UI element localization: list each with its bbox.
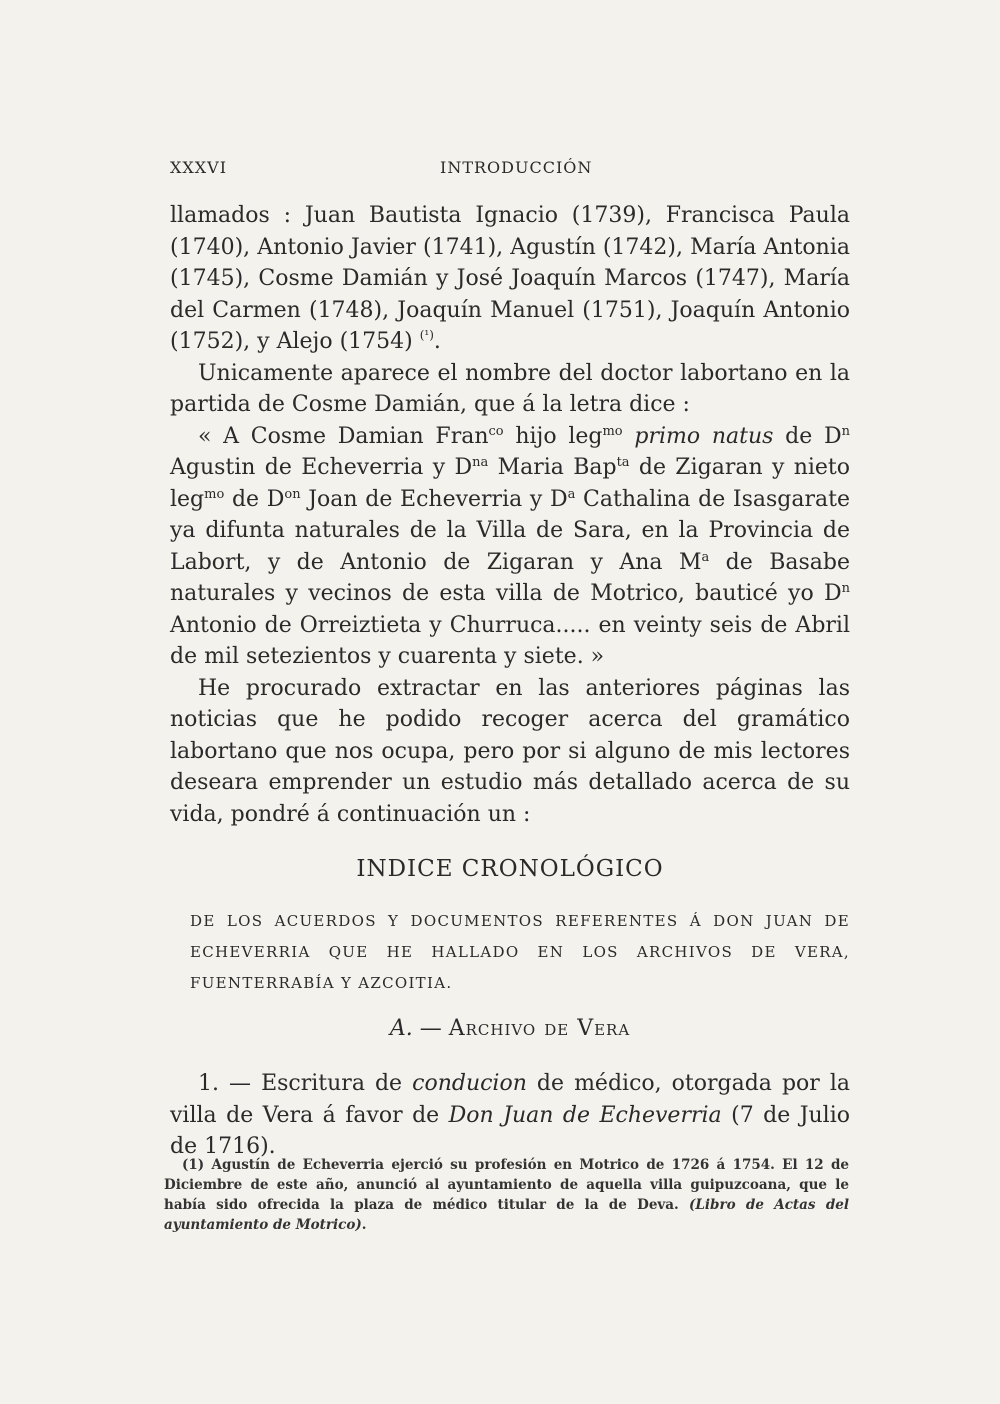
abbrev-sup: mo bbox=[602, 423, 623, 439]
abbrev-sup: on bbox=[284, 486, 301, 502]
quote-text: de Basabe naturales y vecinos de esta villa de Motrico, bauticé yo D bbox=[170, 549, 850, 606]
quote-text: Antonio de Orreiztieta y Churruca..... en veinty seis de Abril de mil setezientos y cuarenta y siete. » bbox=[170, 612, 850, 669]
abbrev-sup: mo bbox=[204, 486, 225, 502]
quote-text: Joan de Echeverria y D bbox=[300, 486, 568, 512]
entry-text: de médico, otorgada por la villa de Vera á favor de bbox=[170, 1071, 850, 1128]
section-letter: A. bbox=[389, 1016, 413, 1041]
baptism-record-quote bbox=[170, 421, 850, 673]
abbrev-sup: ta bbox=[616, 455, 630, 470]
abbrev-sup: a bbox=[701, 549, 710, 565]
index-title: INDICE CRONOLÓGICO bbox=[356, 856, 664, 882]
body-text bbox=[170, 200, 850, 830]
quote-text: de D bbox=[224, 486, 285, 512]
paragraph-end: . bbox=[433, 329, 441, 354]
entry-italic: conducion bbox=[412, 1071, 527, 1096]
paragraph-intro-quote: Unicamente aparece el nombre del doctor labortano en la partida de Cosme Damián, que á la letra dice : bbox=[170, 360, 850, 417]
footnote-end: . bbox=[361, 1217, 367, 1233]
quote-text: hijo leg bbox=[503, 423, 603, 449]
section-name: Archivo de Vera bbox=[448, 1016, 631, 1041]
quote-text: de Zigaran y nieto leg bbox=[170, 455, 851, 512]
abbrev-sup: co bbox=[488, 423, 504, 439]
index-entry bbox=[170, 1068, 850, 1163]
entry-text: (7 de Julio de 1716). bbox=[170, 1102, 850, 1159]
running-title: INTRODUCCIÓN bbox=[440, 158, 593, 177]
page-number: XXXVI bbox=[170, 158, 228, 177]
entry-text: 1. — Escritura de bbox=[198, 1071, 413, 1096]
footnote-text: (1) Agustín de Echeverria ejerció su profesión en Motrico de 1726 á 1754. El 12 de Diciembre de este año, anunció al ayuntamiento de aquella villa guipuzcoana, que le había sido ofrecida la plaza de médico titular de la de Deva. bbox=[164, 1157, 849, 1213]
paragraph-index-intro: He procurado extractar en las anteriores páginas las noticias que he podido recoger acerca del gramático labortano que nos ocupa, pero por si alguno de mis lectores deseara emprender un estudio más detallado acerca de su vida, pondré á continuación un : bbox=[170, 675, 850, 827]
latin-phrase: primo natus bbox=[634, 423, 774, 449]
abbrev-sup: a bbox=[567, 486, 576, 502]
quote-text: Agustin de Echeverria y D bbox=[170, 455, 473, 480]
section-heading bbox=[170, 1016, 850, 1041]
footnote-reference[interactable]: (¹) bbox=[419, 328, 434, 342]
abbrev-sup: n bbox=[841, 423, 850, 439]
paragraph-children-list bbox=[170, 200, 850, 358]
quote-text: Cathalina de Isasgarate ya difunta naturales de la Villa de Sara, en la Provincia de Labort, y de Antonio de Zigaran y Ana M bbox=[170, 486, 850, 575]
abbrev-sup: na bbox=[472, 455, 489, 470]
footnote bbox=[164, 1155, 849, 1235]
quote-text: Maria Bap bbox=[488, 455, 617, 480]
quote-text: « A Cosme Damian Fran bbox=[198, 423, 489, 449]
paragraph-text: llamados : Juan Bautista Ignacio (1739), Francisca Paula (1740), Antonio Javier (1741), Agustín (1742), María Antonia (1745), Cosme Damián y José Joaquín Marcos (1747), María del Carmen (1748), Joaquín Manuel (1751), Joaquín Antonio (1752), y Alejo (1754) bbox=[170, 203, 850, 354]
section-dash: — bbox=[412, 1016, 449, 1041]
index-subtitle: DE LOS ACUERDOS Y DOCUMENTOS REFERENTES Á DON JUAN DE ECHEVERRIA QUE HE HALLADO EN LOS ARCHIVOS DE VERA, FUENTERRABÍA Y AZCOITIA. bbox=[190, 912, 850, 992]
footnote-paragraph bbox=[164, 1155, 849, 1235]
footnote-source: (Libro de Actas del ayuntamiento de Motrico) bbox=[164, 1197, 849, 1233]
quote-text: de D bbox=[773, 423, 842, 449]
abbrev-sup: n bbox=[841, 581, 850, 596]
entry-italic: Don Juan de Echeverria bbox=[448, 1102, 722, 1128]
